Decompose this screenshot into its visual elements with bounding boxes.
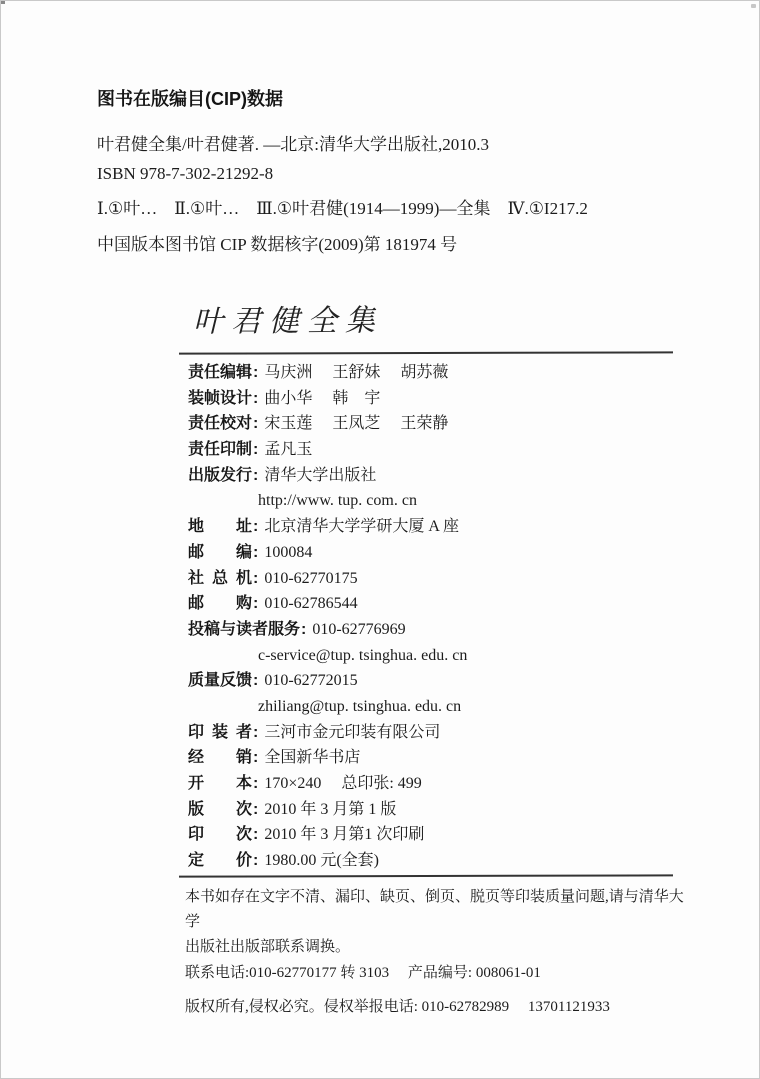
- colophon-label: 邮购: [188, 595, 252, 613]
- colon: :: [253, 389, 259, 407]
- feedback-email: zhiliang@tup. tsinghua. edu. cn: [258, 697, 462, 715]
- colophon-value: 全国新华书店: [264, 749, 361, 767]
- scan-artifact-top-left: [1, 1, 5, 4]
- cip-record-number-line: 中国版本图书馆 CIP 数据核字(2009)第 181974 号: [97, 235, 458, 254]
- colon: :: [253, 543, 259, 561]
- colon: :: [253, 800, 259, 818]
- colon: :: [253, 749, 259, 767]
- colon: :: [301, 620, 307, 638]
- publisher-url: http://www. tup. com. cn: [258, 492, 417, 510]
- scan-artifact-top-right: [751, 4, 756, 8]
- colophon-label: 印装者: [188, 723, 252, 741]
- quality-notice-block: [185, 885, 690, 1020]
- colophon-label: 责任编辑: [188, 364, 253, 381]
- row-proofreader: [188, 411, 708, 437]
- colon: :: [253, 441, 259, 459]
- row-binding-design: [188, 386, 708, 412]
- contact-line: 联系电话:010-62770177 转 3103 产品编号: 008061-01: [185, 965, 541, 981]
- row-postcode: [188, 540, 708, 566]
- colophon-value: 2010 年 3 月第1 次印刷: [264, 826, 425, 844]
- row-print-supervisor: [188, 437, 708, 463]
- cip-title-line: 叶君健全集/叶君健著. —北京:清华大学出版社,2010.3: [97, 135, 489, 154]
- colophon-value: 1980.00 元(全套): [264, 852, 379, 870]
- colophon-value: 曲小华 韩 宇: [264, 389, 381, 407]
- colophon-label: 社总机: [188, 569, 252, 587]
- colophon-value: 马庆洲 王舒妹 胡苏薇: [264, 364, 449, 381]
- colon: :: [253, 415, 259, 433]
- colophon-label: 质量反馈: [188, 672, 253, 690]
- colon: :: [253, 595, 259, 613]
- colophon-label: 版次: [188, 800, 252, 818]
- cip-classification-line: Ⅰ.①叶… Ⅱ.①叶… Ⅲ.①叶君健(1914—1999)—全集 Ⅳ.①I217.2: [97, 199, 588, 218]
- cip-isbn-line: ISBN 978-7-302-21292-8: [97, 164, 274, 183]
- colophon-value: 宋玉莲 王凤芝 王荣静: [264, 415, 449, 433]
- colophon-value: 孟凡玉: [264, 441, 313, 459]
- row-responsible-editor: [188, 360, 708, 386]
- colon: :: [253, 852, 259, 870]
- colon: :: [253, 775, 259, 792]
- row-publisher-url: [188, 488, 708, 514]
- colophon-block: [188, 360, 708, 874]
- colophon-value: 三河市金元印装有限公司: [264, 723, 441, 741]
- row-price: [188, 848, 708, 874]
- cip-block: [97, 89, 697, 255]
- colophon-label: 开本: [188, 775, 252, 792]
- quality-notice-line-2: 出版社出版部联系调换。: [185, 939, 351, 955]
- colophon-label: 装帧设计: [188, 389, 253, 407]
- colon: :: [253, 466, 259, 484]
- row-quality-feedback: [188, 668, 708, 694]
- service-email: c-service@tup. tsinghua. edu. cn: [258, 646, 468, 664]
- colophon-label: 经销: [188, 749, 252, 767]
- colophon-label: 地址: [188, 518, 252, 536]
- cip-header: 图书在版编目(CIP)数据: [97, 89, 283, 109]
- quality-notice-line-1: 本书如存在文字不清、漏印、缺页、倒页、脱页等印装质量问题,请与清华大学: [185, 889, 684, 930]
- colophon-label: 定价: [188, 852, 252, 870]
- colophon-value: 北京清华大学学研大厦 A 座: [264, 518, 460, 536]
- colophon-label: 出版发行: [188, 466, 253, 484]
- copyright-line: 版权所有,侵权必究。侵权举报电话: 010-62782989 13701121933: [185, 999, 610, 1015]
- colophon-value: 010-62776969: [312, 620, 406, 638]
- colophon-value: 010-62770175: [264, 569, 358, 587]
- colophon-label: 责任校对: [188, 415, 253, 433]
- row-reader-service: [188, 617, 708, 643]
- row-format: [188, 771, 708, 797]
- colophon-label: 责任印制: [188, 441, 253, 459]
- divider-bottom: [179, 874, 673, 877]
- colon: :: [253, 723, 259, 741]
- row-service-email: [188, 643, 708, 669]
- row-printer: [188, 720, 708, 746]
- colophon-value: 2010 年 3 月第 1 版: [264, 800, 397, 818]
- colon: :: [253, 672, 259, 690]
- colophon-value: 010-62772015: [264, 672, 358, 690]
- colophon-value: 清华大学出版社: [264, 466, 377, 484]
- row-impression: [188, 822, 708, 848]
- colon: :: [253, 569, 259, 587]
- colon: :: [253, 364, 259, 381]
- row-address: [188, 514, 708, 540]
- colon: :: [253, 826, 259, 844]
- row-distributor: [188, 745, 708, 771]
- colophon-value: 170×240 总印张: 499: [264, 775, 422, 792]
- row-switchboard: [188, 566, 708, 592]
- colon: :: [253, 518, 259, 536]
- colophon-label: 邮编: [188, 543, 252, 561]
- row-edition: [188, 797, 708, 823]
- colophon-label: 印次: [188, 826, 252, 844]
- colophon-label: 投稿与读者服务: [188, 620, 301, 638]
- colophon-value: 010-62786544: [264, 595, 358, 613]
- row-mail-order: [188, 591, 708, 617]
- row-publisher: [188, 463, 708, 489]
- book-title-calligraphy: 叶君健全集: [192, 304, 384, 339]
- divider-top: [179, 351, 673, 354]
- colophon-value: 100084: [264, 543, 313, 561]
- row-feedback-email: [188, 694, 708, 720]
